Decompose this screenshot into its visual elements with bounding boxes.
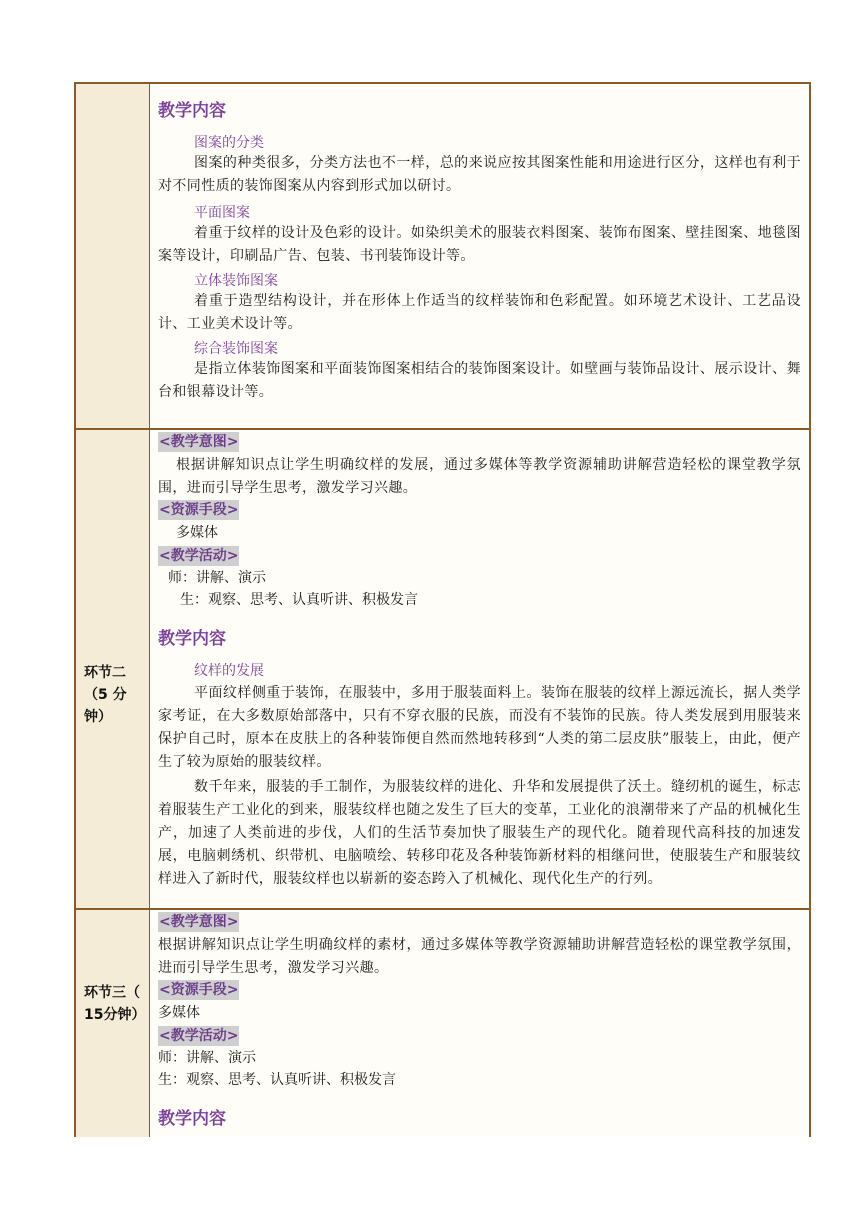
stage-cell	[76, 430, 150, 910]
intent-text: 根据讲解知识点让学生明确纹样的素材，通过多媒体等教学资源辅助讲解营造轻松的课堂教学氛围，进而引导学生思考，激发学习兴趣。	[158, 937, 801, 976]
section-heading: 教学内容	[158, 629, 226, 649]
paragraph: 着重于造型结构设计，并在形体上作适当的纹样装饰和色彩配置。如环境艺术设计、工艺品设计、工业美术设计等。	[158, 293, 801, 332]
row-content-1	[76, 84, 809, 428]
resource-text: 多媒体	[158, 1005, 200, 1021]
tag-teaching-activity: <教学活动>	[159, 548, 239, 564]
subheading: 平面图案	[194, 205, 250, 221]
student-activity: 生：观察、思考、认真听讲、积极发言	[158, 1072, 396, 1088]
content-cell-2	[150, 430, 809, 910]
stage-cell	[76, 910, 150, 1137]
paragraph: 平面纹样侧重于装饰，在服装中，多用于服装面料上。装饰在服装的纹样上源远流长，据人类学家考证，在大多数原始部落中，只有不穿衣服的民族，而没有不装饰的民族。待人类发展到用服装来保护自己时，原本在皮肤上的各种装饰便自然而然地转移到“人类的第二层皮肤”服装上，由此，便产生了较为原始的服装纹样。	[158, 685, 801, 770]
tag-teaching-intent: <教学意图>	[159, 914, 239, 930]
subheading: 纹样的发展	[194, 663, 264, 679]
content-cell-1	[150, 84, 809, 428]
subheading: 图案的分类	[194, 135, 264, 151]
row-stage-3	[76, 908, 809, 1137]
resource-text: 多媒体	[176, 525, 218, 541]
stage-label: 环节二（5 分钟）	[84, 665, 127, 725]
tag-teaching-activity: <教学活动>	[159, 1028, 239, 1044]
content-cell-3	[150, 910, 809, 1137]
subheading: 立体装饰图案	[194, 273, 278, 289]
subheading: 综合装饰图案	[194, 341, 278, 357]
section-heading: 教学内容	[158, 1109, 226, 1129]
intent-text: 根据讲解知识点让学生明确纹样的发展，通过多媒体等教学资源辅助讲解营造轻松的课堂教学氛围，进而引导学生思考，激发学习兴趣。	[158, 457, 801, 496]
section-heading: 教学内容	[158, 101, 226, 121]
tag-resources: <资源手段>	[159, 502, 239, 518]
tag-teaching-intent: <教学意图>	[159, 434, 239, 450]
stage-label: 环节三（ 15分钟）	[84, 985, 146, 1023]
tag-resources: <资源手段>	[159, 982, 239, 998]
stage-cell-empty	[76, 84, 150, 428]
teacher-activity: 师：讲解、演示	[168, 570, 266, 586]
lesson-plan-table	[74, 82, 811, 1137]
paragraph: 数千年来，服装的手工制作，为服装纹样的进化、升华和发展提供了沃土。缝纫机的诞生，标志着服装生产工业化的到来，服装纹样也随之发生了巨大的变革，工业化的浪潮带来了产品的机械化生产，加速了人类前进的步伐，人们的生活节奏加快了服装生产的现代化。随着现代高科技的加速发展，电脑刺绣机、织带机、电脑喷绘、转移印花及各种装饰新材料的相继问世，使服装生产和服装纹样进入了新时代，服装纹样也以崭新的姿态跨入了机械化、现代化生产的行列。	[158, 779, 801, 887]
paragraph: 着重于纹样的设计及色彩的设计。如染织美术的服装衣料图案、装饰布图案、壁挂图案、地毯图案等设计，印刷品广告、包装、书刊装饰设计等。	[158, 225, 801, 264]
paragraph: 是指立体装饰图案和平面装饰图案相结合的装饰图案设计。如壁画与装饰品设计、展示设计、舞台和银幕设计等。	[158, 361, 801, 400]
paragraph: 图案的种类很多，分类方法也不一样，总的来说应按其图案性能和用途进行区分，这样也有利于对不同性质的装饰图案从内容到形式加以研讨。	[158, 155, 801, 194]
teacher-activity: 师：讲解、演示	[158, 1050, 256, 1066]
student-activity: 生：观察、思考、认真听讲、积极发言	[180, 592, 418, 608]
row-stage-2	[76, 428, 809, 910]
